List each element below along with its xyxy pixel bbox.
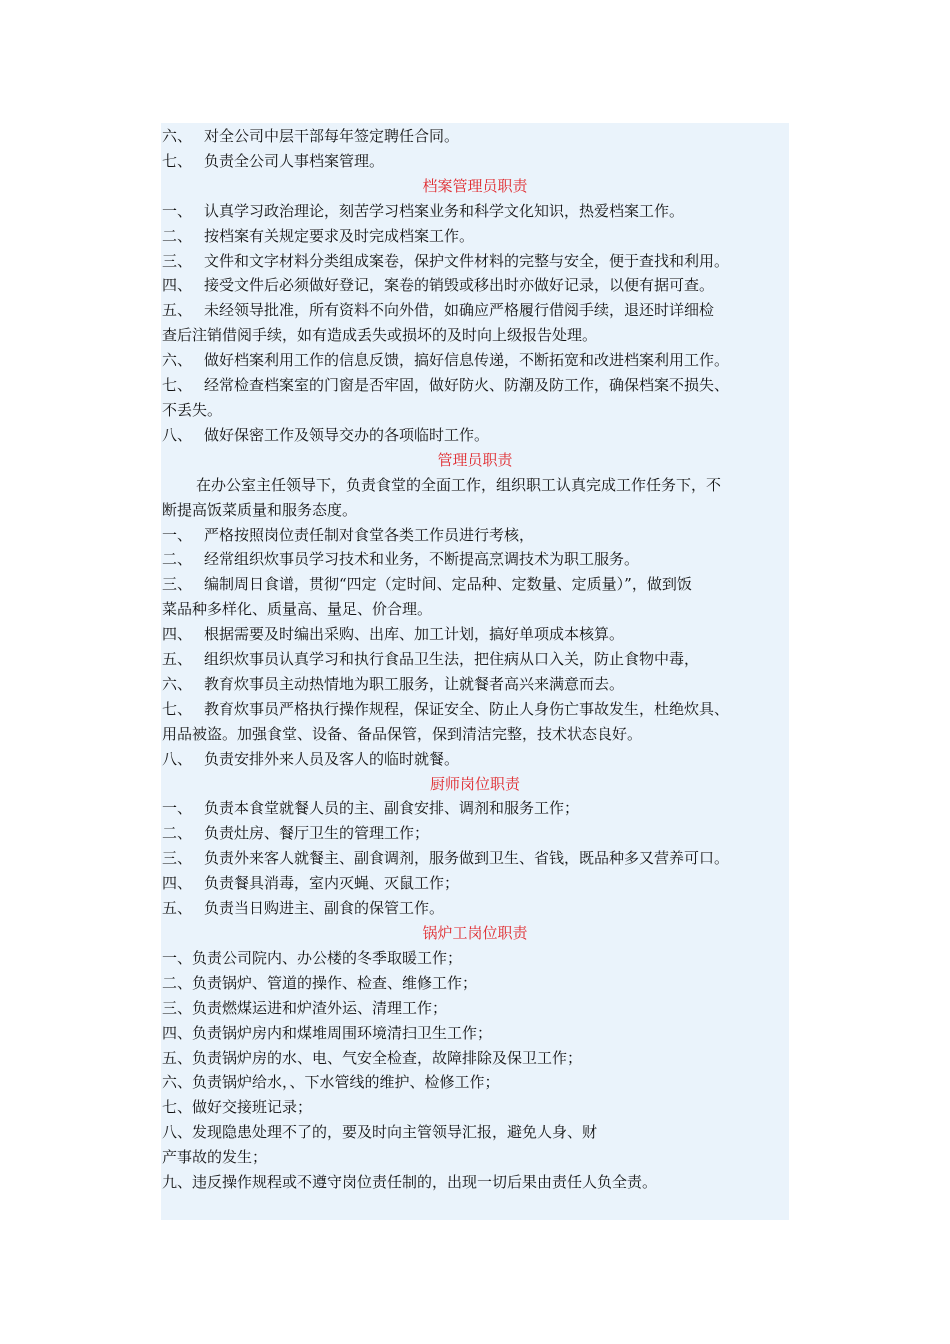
list-item: 四、 接受文件后必须做好登记，案卷的销毁或移出时亦做好记录，以便有据可查。: [162, 276, 715, 295]
list-item: 七、 经常检查档案室的门窗是否牢固，做好防火、防潮及防工作，确保档案不损失、: [162, 376, 730, 395]
list-item-continuation: 产事故的发生；: [162, 1148, 268, 1167]
list-item: 五、 未经领导批准，所有资料不向外借，如确应严格履行借阅手续，退还时详细检: [162, 301, 715, 320]
list-item: 四、负责锅炉房内和煤堆周围环境清扫卫生工作；: [162, 1023, 493, 1042]
intro-paragraph: 在办公室主任领导下，负责食堂的全面工作，组织职工认真完成工作任务下，不: [196, 475, 722, 494]
list-item: 五、 组织炊事员认真学习和执行食品卫生法，把住病从口入关，防止食物中毒，: [162, 650, 700, 669]
list-item: 三、 负责外来客人就餐主、副食调剂，服务做到卫生、省钱，既品种多又营养可口。: [162, 849, 730, 868]
list-item: 一、 认真学习政治理论，刻苦学习档案业务和科学文化知识，热爱档案工作。: [162, 201, 685, 220]
list-item: 八、 做好保密工作及领导交办的各项临时工作。: [162, 425, 490, 444]
list-item: 六、 做好档案利用工作的信息反馈，搞好信息传递，不断拓宽和改进档案利用工作。: [162, 351, 730, 370]
list-item: 八、 负责安排外来人员及客人的临时就餐。: [162, 749, 460, 768]
section-heading-chef: 厨师岗位职责: [429, 774, 520, 793]
list-item: 一、负责公司院内、办公楼的冬季取暖工作；: [162, 948, 463, 967]
list-item-continuation: 菜品种多样化、质量高、量足、价合理。: [162, 600, 433, 619]
list-item: 二、 按档案有关规定要求及时完成档案工作。: [162, 226, 475, 245]
list-item-continuation: 查后注销借阅手续，如有造成丢失或损坏的及时向上级报告处理。: [162, 326, 598, 345]
list-item: 七、 教育炊事员严格执行操作规程，保证安全、防止人身伤亡事故发生，杜绝炊具、: [162, 699, 730, 718]
list-item-continuation: 用品被盗。加强食堂、设备、备品保管，保到清洁完整，技术状态良好。: [162, 724, 643, 743]
list-item: 五、负责锅炉房的水、电、气安全检查，故障排除及保卫工作；: [162, 1048, 583, 1067]
list-item: 五、 负责当日购进主、副食的保管工作。: [162, 899, 445, 918]
section-heading-manager: 管理员职责: [437, 450, 513, 469]
list-item: 一、 严格按照岗位责任制对食堂各类工作员进行考核，: [162, 525, 535, 544]
list-item: 一、 负责本食堂就餐人员的主、副食安排、调剂和服务工作；: [162, 799, 580, 818]
intro-paragraph-continuation: 断提高饭菜质量和服务态度。: [162, 500, 358, 519]
list-item: 八、发现隐患处理不了的，要及时向主管领导汇报，避免人身、财: [162, 1123, 598, 1142]
section-heading-archive: 档案管理员职责: [422, 176, 528, 195]
list-item: 二、负责锅炉、管道的操作、检查、维修工作；: [162, 973, 478, 992]
list-item: 六、 对全公司中层干部每年签定聘任合同。: [162, 127, 460, 145]
list-item: 九、违反操作规程或不遵守岗位责任制的，出现一切后果由责任人负全责。: [162, 1173, 658, 1192]
list-item: 四、 根据需要及时编出采购、出库、加工计划，搞好单项成本核算。: [162, 625, 625, 644]
list-item-continuation: 不丢失。: [162, 400, 223, 419]
document-content: [162, 124, 788, 1195]
list-item: 六、 教育炊事员主动热情地为职工服务，让就餐者高兴来满意而去。: [162, 674, 625, 693]
list-item: 二、 经常组织炊事员学习技术和业务，不断提高烹调技术为职工服务。: [162, 550, 640, 569]
list-item: 三、负责燃煤运进和炉渣外运、清理工作；: [162, 998, 448, 1017]
list-item: 四、 负责餐具消毒，室内灭蝇、灭鼠工作；: [162, 874, 460, 893]
list-item: 三、 文件和文字材料分类组成案卷，保护文件材料的完整与安全，便于查找和利用。: [162, 251, 730, 270]
list-item: 七、 负责全公司人事档案管理。: [162, 151, 385, 170]
list-item: 三、 编制周日食谱，贯彻“四定（定时间、定品种、定数量、定质量）”，做到饭: [162, 575, 692, 594]
list-item: 六、负责锅炉给水，、下水管线的维护、检修工作；: [162, 1073, 500, 1092]
list-item: 七、做好交接班记录；: [162, 1098, 313, 1117]
section-heading-boiler: 锅炉工岗位职责: [422, 924, 528, 942]
list-item: 二、 负责灶房、餐厅卫生的管理工作；: [162, 824, 430, 843]
